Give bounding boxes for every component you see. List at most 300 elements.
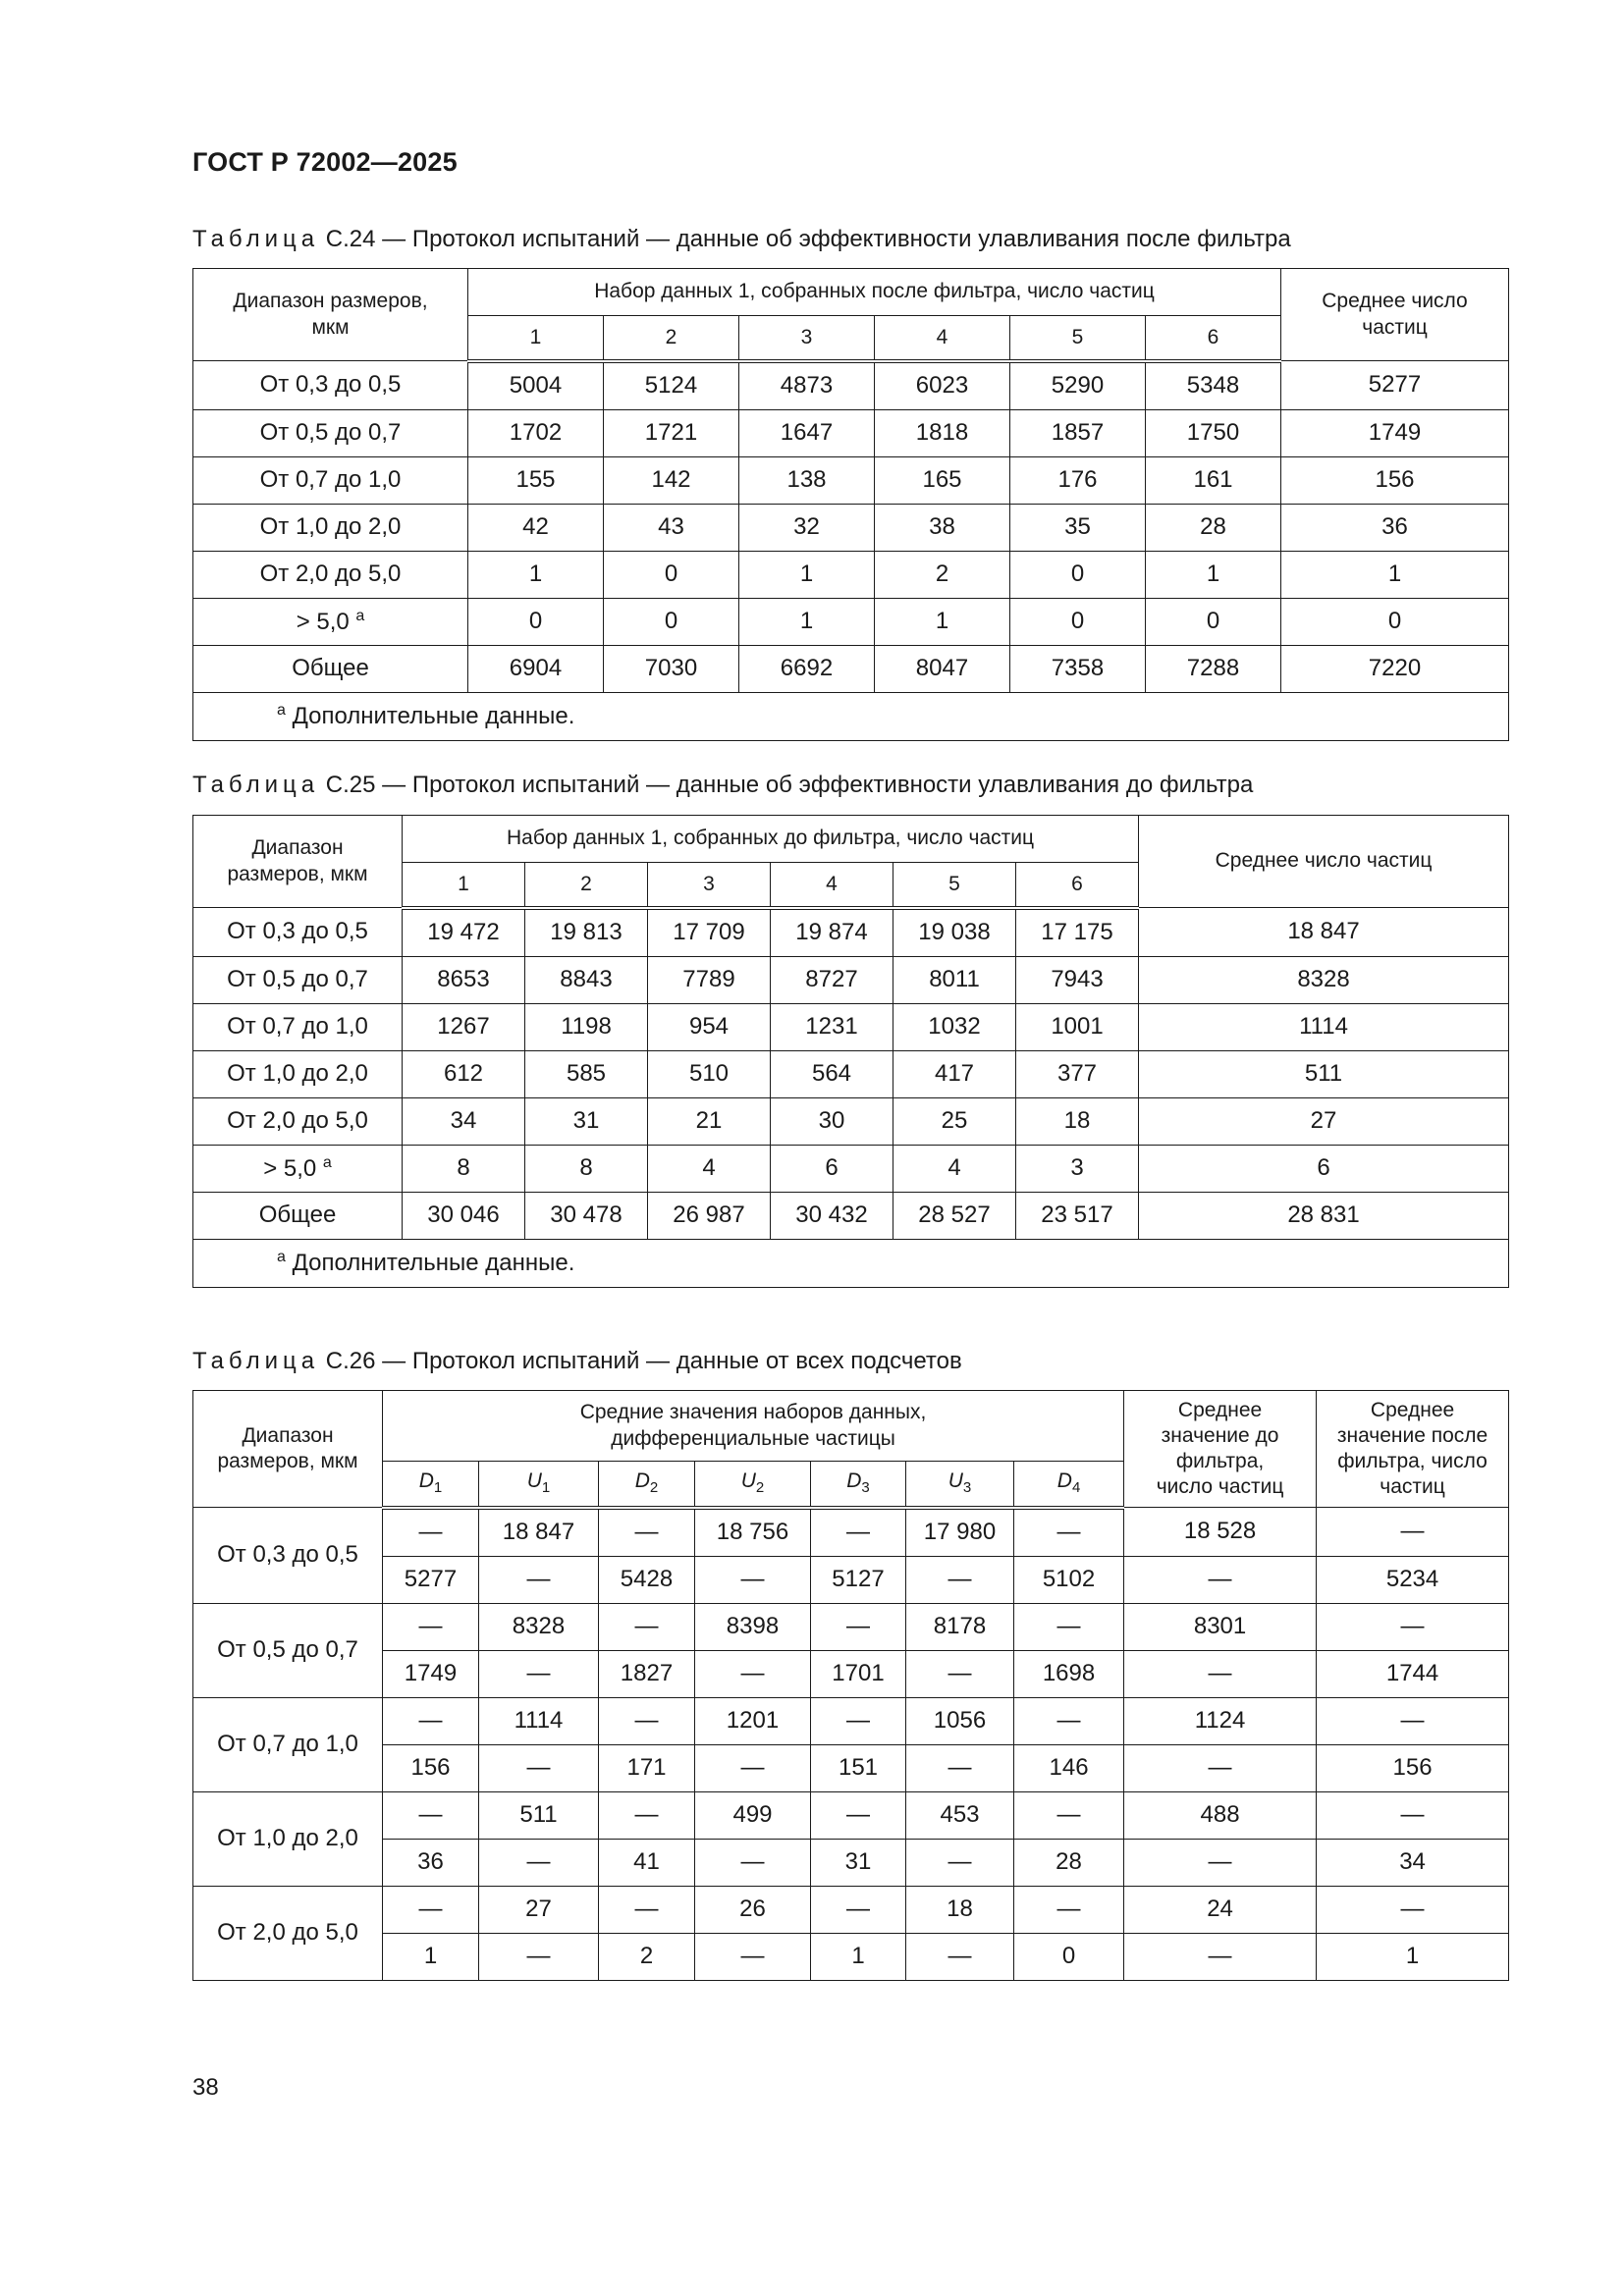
table-row	[193, 908, 1509, 957]
table-cell: 176	[1010, 456, 1146, 504]
table-cell: 156	[383, 1744, 479, 1791]
table-cell-average: 36	[1281, 504, 1509, 551]
table-cell: 8	[403, 1145, 525, 1192]
table-cell: 585	[525, 1050, 648, 1097]
table-cell: 2	[875, 551, 1010, 598]
table-cell: 5102	[1014, 1556, 1124, 1603]
table-c26	[192, 1390, 1509, 1981]
symbol	[634, 1469, 659, 1497]
table-cell: 377	[1016, 1050, 1139, 1097]
table-cell: 17 175	[1016, 908, 1139, 957]
table-cell: —	[1124, 1839, 1317, 1886]
table-cell: 8328	[479, 1603, 599, 1650]
symbol-letter: D	[634, 1469, 650, 1493]
table-row	[193, 1192, 1509, 1239]
table-c25-subcol-6: 6	[1016, 863, 1139, 908]
row-label-text: От 0,7 до 1,0	[227, 1012, 368, 1040]
table-cell: 165	[875, 456, 1010, 504]
symbol	[846, 1469, 870, 1497]
table-row	[193, 1839, 1509, 1886]
table-cell: 1032	[893, 1003, 1016, 1050]
table-cell: —	[1124, 1933, 1317, 1980]
table-cell: 8178	[906, 1603, 1014, 1650]
table-c26-subcol-3	[599, 1462, 695, 1508]
row-label-text: От 1,0 до 2,0	[227, 1059, 368, 1087]
table-row	[193, 1744, 1509, 1791]
table-row	[193, 1791, 1509, 1839]
table-cell-average: 156	[1281, 456, 1509, 504]
table-cell: 19 472	[403, 908, 525, 957]
table-c24-caption-word: Таблица	[192, 226, 320, 252]
table-cell: 43	[604, 504, 739, 551]
table-cell: 26 987	[648, 1192, 771, 1239]
table-cell: —	[479, 1744, 599, 1791]
table-cell: 1	[811, 1933, 906, 1980]
table-cell: —	[479, 1556, 599, 1603]
table-cell: —	[1014, 1603, 1124, 1650]
footnote-marker: а	[322, 1153, 332, 1171]
symbol-subscript: 4	[1071, 1479, 1081, 1497]
table-cell: 41	[599, 1839, 695, 1886]
symbol-subscript: 1	[541, 1479, 551, 1497]
table-row	[193, 1603, 1509, 1650]
table-cell: 4	[648, 1145, 771, 1192]
table-cell: 0	[1010, 551, 1146, 598]
table-cell: 30 478	[525, 1192, 648, 1239]
table-c25-subcol-4: 4	[771, 863, 893, 908]
table-c25-body	[193, 908, 1509, 1288]
table-cell: 0	[1146, 598, 1281, 645]
table-row	[193, 1650, 1509, 1697]
table-cell: 7358	[1010, 645, 1146, 692]
symbol-subscript: 2	[755, 1479, 765, 1497]
table-cell: —	[383, 1791, 479, 1839]
table-cell: —	[599, 1791, 695, 1839]
table-c24-row-label	[193, 456, 468, 504]
row-label-text: От 2,0 до 5,0	[227, 1106, 368, 1134]
table-c24-footnote-row	[193, 692, 1509, 740]
table-cell: —	[479, 1650, 599, 1697]
table-cell: 1	[739, 598, 875, 645]
table-cell: 21	[648, 1097, 771, 1145]
table-c25-col-group: Набор данных 1, собранных до фильтра, число частиц	[403, 816, 1139, 863]
table-cell-average: 27	[1139, 1097, 1509, 1145]
symbol-subscript: 1	[433, 1479, 443, 1497]
table-c26-subcol-7	[1014, 1462, 1124, 1508]
table-cell: 5127	[811, 1556, 906, 1603]
table-cell: 142	[604, 456, 739, 504]
table-c24-row-label	[193, 551, 468, 598]
table-cell: 18 528	[1124, 1508, 1317, 1557]
table-cell: 5004	[468, 361, 604, 410]
table-cell: 5234	[1317, 1556, 1509, 1603]
table-cell: 19 038	[893, 908, 1016, 957]
table-c25-row-label	[193, 1145, 403, 1192]
table-cell: 2	[599, 1933, 695, 1980]
table-row	[193, 1933, 1509, 1980]
table-cell: —	[1317, 1791, 1509, 1839]
symbol-subscript: 3	[962, 1479, 972, 1497]
table-c25-col-avg: Среднее число частиц	[1139, 816, 1509, 908]
table-cell: 1056	[906, 1697, 1014, 1744]
row-label-text: > 5,0	[263, 1154, 317, 1182]
table-c26-col-avg-after: Среднее значение после фильтра, число частиц	[1317, 1391, 1509, 1508]
table-cell: 17 980	[906, 1508, 1014, 1557]
table-cell: 18 847	[479, 1508, 599, 1557]
table-cell: 146	[1014, 1744, 1124, 1791]
table-cell-average: 1	[1281, 551, 1509, 598]
table-cell-average: 5277	[1281, 361, 1509, 410]
table-cell: —	[479, 1839, 599, 1886]
table-c25-row-label	[193, 908, 403, 957]
table-c25-row-label	[193, 956, 403, 1003]
table-cell: 19 813	[525, 908, 648, 957]
table-cell: —	[811, 1697, 906, 1744]
table-cell: 0	[604, 551, 739, 598]
table-cell: 499	[695, 1791, 811, 1839]
table-cell: —	[906, 1839, 1014, 1886]
table-cell: —	[906, 1556, 1014, 1603]
symbol-letter: D	[418, 1469, 434, 1493]
table-cell: 1	[875, 598, 1010, 645]
table-cell: 32	[739, 504, 875, 551]
table-cell: 612	[403, 1050, 525, 1097]
table-cell: —	[811, 1508, 906, 1557]
table-cell: 1721	[604, 409, 739, 456]
table-cell: 5348	[1146, 361, 1281, 410]
symbol-letter: U	[526, 1469, 542, 1493]
table-cell: 7288	[1146, 645, 1281, 692]
table-cell-average: 1114	[1139, 1003, 1509, 1050]
table-c26-subcol-2	[479, 1462, 599, 1508]
table-cell: 155	[468, 456, 604, 504]
table-cell: 25	[893, 1097, 1016, 1145]
table-cell: 7789	[648, 956, 771, 1003]
table-cell: 18 756	[695, 1508, 811, 1557]
table-c24-col-group: Набор данных 1, собранных после фильтра, число частиц	[468, 269, 1281, 316]
table-cell: 30 432	[771, 1192, 893, 1239]
table-cell: 1702	[468, 409, 604, 456]
table-cell: 38	[875, 504, 1010, 551]
symbol-letter: U	[740, 1469, 756, 1493]
row-label-text: От 0,5 до 0,7	[259, 418, 402, 446]
table-c26-row-label: От 0,7 до 1,0	[193, 1697, 383, 1791]
table-row	[193, 956, 1509, 1003]
table-c24-row-label	[193, 361, 468, 410]
table-cell: 1267	[403, 1003, 525, 1050]
table-c26-col-group-line1: Средние значения наборов данных,	[579, 1401, 927, 1424]
table-c26-col-avg-before: Среднее значение до фильтра, число частиц	[1124, 1391, 1317, 1508]
table-cell: 24	[1124, 1886, 1317, 1933]
table-cell: —	[1317, 1508, 1509, 1557]
row-label-text: От 1,0 до 2,0	[259, 512, 402, 540]
table-cell: —	[599, 1697, 695, 1744]
table-c24-row-label	[193, 504, 468, 551]
document-header: ГОСТ Р 72002—2025	[192, 147, 458, 177]
table-cell: —	[811, 1791, 906, 1839]
table-row	[193, 1508, 1509, 1557]
table-c26-subcol-1	[383, 1462, 479, 1508]
table-cell: 42	[468, 504, 604, 551]
table-c24-row-label	[193, 409, 468, 456]
table-cell: —	[906, 1933, 1014, 1980]
symbol-letter: D	[1056, 1469, 1072, 1493]
table-cell: —	[1317, 1603, 1509, 1650]
table-cell-average: 28 831	[1139, 1192, 1509, 1239]
table-cell: 30	[771, 1097, 893, 1145]
table-c25-caption-word: Таблица	[192, 772, 320, 798]
symbol-letter: D	[846, 1469, 862, 1493]
table-c26-row-label: От 0,3 до 0,5	[193, 1508, 383, 1604]
table-cell: 30 046	[403, 1192, 525, 1239]
table-cell: —	[1124, 1556, 1317, 1603]
table-cell: 8843	[525, 956, 648, 1003]
table-cell: 7030	[604, 645, 739, 692]
table-c24-subcol-5: 5	[1010, 316, 1146, 361]
table-cell: 1701	[811, 1650, 906, 1697]
table-c26-subcol-6	[906, 1462, 1014, 1508]
table-cell: —	[811, 1603, 906, 1650]
symbol	[740, 1469, 765, 1497]
table-cell: 161	[1146, 456, 1281, 504]
table-c26-caption-text: С.26 — Протокол испытаний — данные от всех подсчетов	[325, 1348, 962, 1374]
table-row	[193, 1097, 1509, 1145]
table-c25-caption	[192, 772, 1253, 799]
table-cell: —	[599, 1508, 695, 1557]
row-label-text: Общее	[292, 654, 369, 681]
footnote-text: Дополнительные данные.	[292, 1250, 575, 1277]
table-c24-subcol-4: 4	[875, 316, 1010, 361]
table-row	[193, 1145, 1509, 1192]
table-cell: 28	[1014, 1839, 1124, 1886]
table-c25-col-size: Диапазон размеров, мкм	[193, 816, 403, 908]
table-cell: 5277	[383, 1556, 479, 1603]
table-cell: —	[695, 1744, 811, 1791]
table-c26-subcol-5	[811, 1462, 906, 1508]
table-cell: 171	[599, 1744, 695, 1791]
table-cell: —	[479, 1933, 599, 1980]
table-c24-row-label	[193, 598, 468, 645]
table-c26-subcol-4	[695, 1462, 811, 1508]
table-cell: —	[906, 1650, 1014, 1697]
footnote-text: Дополнительные данные.	[292, 703, 575, 730]
row-label-text: От 0,3 до 0,5	[227, 917, 368, 944]
table-cell: 18	[1016, 1097, 1139, 1145]
table-cell: 17 709	[648, 908, 771, 957]
table-cell: —	[1014, 1791, 1124, 1839]
table-cell: —	[695, 1839, 811, 1886]
footnote-marker: а	[277, 1249, 286, 1266]
table-c24-row-label	[193, 645, 468, 692]
table-cell: 4873	[739, 361, 875, 410]
table-c25	[192, 815, 1509, 1288]
table-cell: —	[811, 1886, 906, 1933]
table-c26-row-label: От 0,5 до 0,7	[193, 1603, 383, 1697]
table-row	[193, 551, 1509, 598]
table-c26-row-label: От 1,0 до 2,0	[193, 1791, 383, 1886]
symbol	[1056, 1469, 1081, 1497]
table-cell: 0	[468, 598, 604, 645]
table-row	[193, 361, 1509, 410]
table-cell-average: 18 847	[1139, 908, 1509, 957]
table-cell: 1001	[1016, 1003, 1139, 1050]
table-cell: 3	[1016, 1145, 1139, 1192]
table-cell: 34	[403, 1097, 525, 1145]
table-cell: 1818	[875, 409, 1010, 456]
table-c24	[192, 268, 1509, 741]
row-label-text: От 0,5 до 0,7	[227, 965, 368, 992]
table-cell: —	[695, 1933, 811, 1980]
table-cell: 18	[906, 1886, 1014, 1933]
table-c25-subcol-5: 5	[893, 863, 1016, 908]
table-cell: 35	[1010, 504, 1146, 551]
table-cell: 8653	[403, 956, 525, 1003]
table-row	[193, 1697, 1509, 1744]
footnote-marker: а	[277, 702, 286, 720]
table-row	[193, 1050, 1509, 1097]
table-cell: 1	[1146, 551, 1281, 598]
table-cell: 1	[1317, 1933, 1509, 1980]
table-cell: —	[1124, 1650, 1317, 1697]
table-cell: 1744	[1317, 1650, 1509, 1697]
table-cell: 1198	[525, 1003, 648, 1050]
table-cell: —	[1317, 1697, 1509, 1744]
table-row	[193, 645, 1509, 692]
table-c25-caption-text: С.25 — Протокол испытаний — данные об эффективности улавливания до фильтра	[325, 772, 1254, 798]
table-row	[193, 409, 1509, 456]
table-c24-body	[193, 361, 1509, 741]
table-c24-footnote	[193, 692, 1509, 740]
symbol	[947, 1469, 972, 1497]
row-label-text: > 5,0	[296, 608, 350, 635]
table-cell: 1201	[695, 1697, 811, 1744]
table-c24-subcol-1: 1	[468, 316, 604, 361]
table-row	[193, 1003, 1509, 1050]
row-label-text: Общее	[258, 1201, 337, 1228]
table-cell: 564	[771, 1050, 893, 1097]
table-cell: 417	[893, 1050, 1016, 1097]
table-cell-average: 8328	[1139, 956, 1509, 1003]
table-cell: 453	[906, 1791, 1014, 1839]
table-c24-caption-text: С.24 — Протокол испытаний — данные об эффективности улавливания после фильтра	[325, 226, 1291, 252]
row-label-text: От 2,0 до 5,0	[259, 560, 402, 587]
table-row	[193, 456, 1509, 504]
table-cell: 6	[771, 1145, 893, 1192]
page-number: 38	[192, 2074, 219, 2101]
table-cell: 8398	[695, 1603, 811, 1650]
table-c24-col-size: Диапазон размеров, мкм	[193, 269, 468, 361]
table-cell: 23 517	[1016, 1192, 1139, 1239]
table-cell: 28 527	[893, 1192, 1016, 1239]
table-cell: 8301	[1124, 1603, 1317, 1650]
table-cell: 1114	[479, 1697, 599, 1744]
table-cell: 1827	[599, 1650, 695, 1697]
table-cell-average: 1749	[1281, 409, 1509, 456]
table-c25-subcol-1: 1	[403, 863, 525, 908]
table-c25-row-label	[193, 1192, 403, 1239]
table-cell: 0	[604, 598, 739, 645]
table-c25-subcol-2: 2	[525, 863, 648, 908]
table-cell: —	[1014, 1697, 1124, 1744]
table-row	[193, 1886, 1509, 1933]
table-row	[193, 598, 1509, 645]
table-c26-col-size: Диапазон размеров, мкм	[193, 1391, 383, 1508]
table-cell: —	[695, 1556, 811, 1603]
symbol-subscript: 3	[861, 1479, 870, 1497]
table-cell: 1749	[383, 1650, 479, 1697]
table-cell: —	[1014, 1886, 1124, 1933]
table-cell: 34	[1317, 1839, 1509, 1886]
table-cell: 36	[383, 1839, 479, 1886]
table-cell: —	[695, 1650, 811, 1697]
row-label-text: От 0,3 до 0,5	[259, 370, 402, 398]
table-cell: 954	[648, 1003, 771, 1050]
table-cell-average: 6	[1139, 1145, 1509, 1192]
table-cell: 1	[739, 551, 875, 598]
table-cell: 1750	[1146, 409, 1281, 456]
table-c24-subcol-3: 3	[739, 316, 875, 361]
table-cell-average: 7220	[1281, 645, 1509, 692]
table-cell: 511	[479, 1791, 599, 1839]
table-cell: 1	[468, 551, 604, 598]
table-row	[193, 1556, 1509, 1603]
table-cell: 5290	[1010, 361, 1146, 410]
table-c25-footnote-row	[193, 1239, 1509, 1287]
table-cell: —	[383, 1886, 479, 1933]
table-cell: 31	[811, 1839, 906, 1886]
table-cell: —	[1124, 1744, 1317, 1791]
table-cell: 156	[1317, 1744, 1509, 1791]
footnote-marker: а	[355, 607, 365, 624]
table-cell: 510	[648, 1050, 771, 1097]
table-c24-subcol-6: 6	[1146, 316, 1281, 361]
row-label-text: От 0,7 до 1,0	[259, 465, 402, 493]
table-cell: —	[599, 1603, 695, 1650]
table-cell: 27	[479, 1886, 599, 1933]
symbol	[526, 1469, 551, 1497]
table-cell: 31	[525, 1097, 648, 1145]
table-cell-average: 511	[1139, 1050, 1509, 1097]
table-cell: 488	[1124, 1791, 1317, 1839]
table-c26-body	[193, 1508, 1509, 1981]
table-cell: 6904	[468, 645, 604, 692]
table-cell-average: 0	[1281, 598, 1509, 645]
table-cell: 5428	[599, 1556, 695, 1603]
table-cell: 151	[811, 1744, 906, 1791]
symbol-subscript: 2	[649, 1479, 659, 1497]
table-c26-caption	[192, 1348, 962, 1375]
table-cell: —	[383, 1508, 479, 1557]
table-cell: 28	[1146, 504, 1281, 551]
table-cell: —	[599, 1886, 695, 1933]
table-c26-row-label: От 2,0 до 5,0	[193, 1886, 383, 1980]
symbol-letter: U	[947, 1469, 963, 1493]
table-cell: 6692	[739, 645, 875, 692]
table-cell: —	[383, 1697, 479, 1744]
table-cell: 1698	[1014, 1650, 1124, 1697]
table-cell: 8	[525, 1145, 648, 1192]
table-c24-subcol-2: 2	[604, 316, 739, 361]
table-cell: 8011	[893, 956, 1016, 1003]
table-cell: —	[1317, 1886, 1509, 1933]
table-cell: 0	[1014, 1933, 1124, 1980]
table-cell: 6023	[875, 361, 1010, 410]
table-cell: 1231	[771, 1003, 893, 1050]
table-c26-caption-word: Таблица	[192, 1348, 320, 1374]
table-c25-row-label	[193, 1050, 403, 1097]
table-cell: 8047	[875, 645, 1010, 692]
table-cell: 26	[695, 1886, 811, 1933]
